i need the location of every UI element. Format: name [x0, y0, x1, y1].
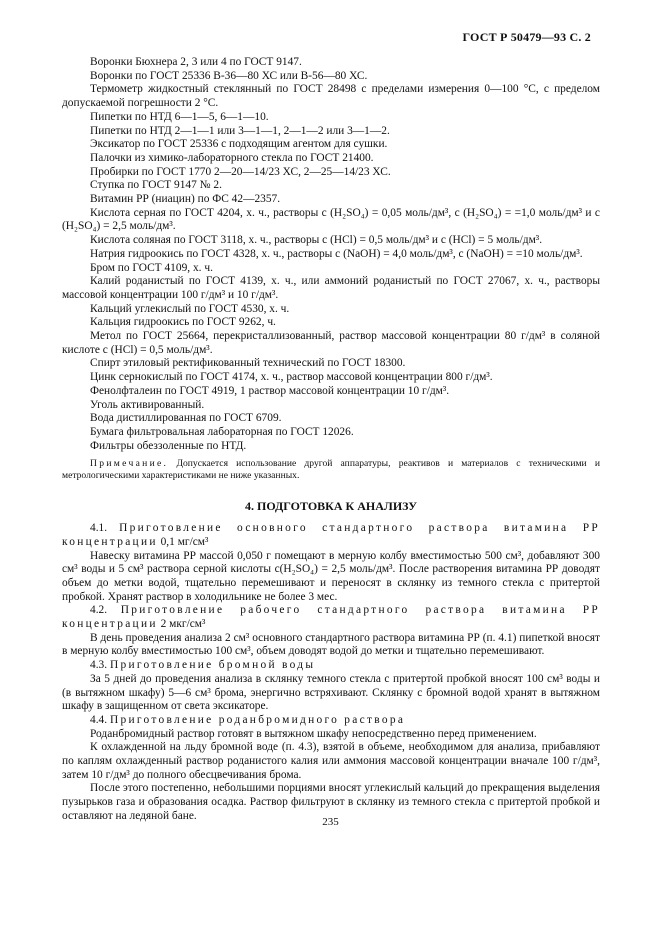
list-item: Пробирки по ГОСТ 1770 2—20—14/23 ХС, 2—25—14/23 ХС. — [90, 165, 391, 178]
list-item: Спирт этиловый ректификованный технический по ГОСТ 18300. — [90, 357, 406, 370]
list-item: Калий роданистый по ГОСТ 4139, х. ч., или аммоний роданистый по ГОСТ 27067, х. ч., растворы массовой концентрации 100 г/дм³ и 10 г/дм³. — [62, 275, 600, 301]
s41-title: Приготовление основного стандартного раствора витамина РР концентрации — [62, 522, 600, 548]
note-text: Допускается использование другой аппаратуры, реактивов и материалов с техническими и метрологическими характеристиками не ниже указанных. — [62, 458, 600, 482]
list-item: Бумага фильтровальная лабораторная по ГОСТ 12026. — [90, 425, 354, 438]
s42-heading — [62, 604, 600, 631]
s41-concentration: 0,1 мг/см³ — [160, 535, 209, 548]
list-item: Бром по ГОСТ 4109, х. ч. — [90, 261, 213, 274]
s43-number: 4.3. — [90, 659, 108, 672]
s44-number: 4.4. — [90, 713, 108, 726]
s42-title: Приготовление рабочего стандартного раствора витамина РР концентрации — [62, 604, 600, 631]
list-item: Кальция гидроокись по ГОСТ 9262, ч. — [90, 316, 276, 329]
list-item: Фильтры обеззоленные по НТД. — [90, 439, 247, 452]
page-header: ГОСТ Р 50479—93 С. 2 — [462, 30, 591, 44]
s43-title: Приготовление бромной воды — [109, 659, 316, 672]
list-item: Ступка по ГОСТ 9147 № 2. — [90, 179, 222, 192]
list-item: Уголь активированный. — [90, 398, 205, 411]
note — [62, 458, 600, 482]
list-item: Палочки из химико-лабораторного стекла по ГОСТ 21400. — [90, 151, 374, 164]
s43-body: За 5 дней до проведения анализа в склянку темного стекла с притертой пробкой вносят 100 см³ воды и (в вытяжном шкафу) 5—6 см³ брома, энергично встряхивают. Склянку с бромной водой хранят в вытяжном шкафу в защищенном от света эксикаторе. — [62, 672, 600, 713]
list-item: Фенолфталеин по ГОСТ 4919, 1 раствор массовой концентрации 10 г/дм³. — [90, 384, 450, 397]
list-item: Кислота серная по ГОСТ 4204, х. ч., растворы c (H₂SO₄) = 0,05 моль/дм³, c (H₂SO₄) = =1,0 моль/дм³ и c (H₂SO₄) = 2,5 моль/дм³. — [62, 206, 600, 233]
equipment-reagent-list — [62, 56, 600, 453]
s42-number: 4.2. — [90, 604, 108, 617]
s44-paragraph-2: К охлажденной на льду бромной воде (п. 4.3), взятой в объеме, необходимом для анализа, прибавляют по каплям охлажденный раствор роданистого калия или аммония массовой концентрации вначале 100 г/дм³, затем 10 г/дм³ до полного обесцвечивания брома. — [62, 741, 600, 781]
s44-title: Приготовление роданбромидного раствора — [109, 713, 406, 726]
list-item: Воронки по ГОСТ 25336 В-36—80 ХС или В-56—80 ХС. — [90, 69, 368, 82]
s42-body: В день проведения анализа 2 см³ основного стандартного раствора витамина РР (п. 4.1) пипеткой вносят в мерную колбу вместимостью 100 см³, объем доводят водой до метки и тщательно перемешивают. — [62, 631, 600, 658]
list-item: Пипетки по НТД 2—1—1 или 3—1—1, 2—1—2 или 3—1—2. — [90, 124, 390, 137]
s44-paragraph-3: После этого постепенно, небольшими порциями вносят углекислый кальций до прекращения выделения пузырьков газа и образования осадка. Раствор фильтруют в склянку из темного стекла с притертой пробкой и оставляют на ледяной бане. — [62, 782, 600, 822]
list-item: Витамин РР (ниацин) по ФС 42—2357. — [90, 193, 281, 206]
s42-concentration: 2 мкг/см³ — [160, 618, 206, 631]
s41-heading — [62, 522, 600, 549]
list-item: Метол по ГОСТ 25664, перекристаллизованный, раствор массовой концентрации 80 г/дм³ в соляной кислоте c (HCl) = 0,5 моль/дм³. — [62, 330, 600, 356]
list-item: Кислота соляная по ГОСТ 3118, х. ч., растворы c (HCl) = 0,5 моль/дм³ и c (HCl) = 5 моль/дм³. — [90, 234, 543, 247]
list-item: Воронки Бюхнера 2, 3 или 4 по ГОСТ 9147. — [90, 56, 302, 68]
s41-number: 4.1. — [90, 522, 108, 535]
document-body — [62, 56, 600, 824]
page-number: 235 — [322, 816, 339, 828]
list-item: Цинк сернокислый по ГОСТ 4174, х. ч., раствор массовой концентрации 800 г/дм³. — [90, 371, 493, 384]
section-title: 4. ПОДГОТОВКА К АНАЛИЗУ — [244, 499, 418, 514]
list-item: Пипетки по НТД 6—1—5, 6—1—10. — [90, 110, 269, 123]
s43-heading — [62, 659, 600, 673]
list-item: Термометр жидкостный стеклянный по ГОСТ 28498 с пределами измерения 0—100 °С, с пределом допускаемой погрешности 2 °С. — [62, 83, 600, 110]
s44-paragraph-1: Роданбромидный раствор готовят в вытяжном шкафу непосредственно перед применением. — [90, 727, 537, 740]
s41-body: Навеску витамина РР массой 0,050 г помещают в мерную колбу вместимостью 500 см³, добавляют 300 см³ воды и 5 см³ раствора серной кислоты c(H₂SO₄) = 2,5 моль/дм³. После растворения витамина РР доводят объем до метки водой, тщательно перемешивают и переносят в склянку из темного стекла с притертой пробкой. Хранят раствор в холодильнике не более 3 мес. — [62, 549, 600, 603]
list-item: Кальций углекислый по ГОСТ 4530, х. ч. — [90, 302, 290, 315]
s44-heading — [62, 714, 600, 728]
list-item: Вода дистиллированная по ГОСТ 6709. — [90, 412, 282, 425]
list-item: Натрия гидроокись по ГОСТ 4328, х. ч., растворы c (NaOH) = 4,0 моль/дм³, c (NaOH) = =10 моль/дм³. — [90, 247, 583, 260]
list-item: Эксикатор по ГОСТ 25336 с подходящим агентом для сушки. — [90, 138, 388, 151]
note-label: Примечание. — [90, 458, 169, 470]
